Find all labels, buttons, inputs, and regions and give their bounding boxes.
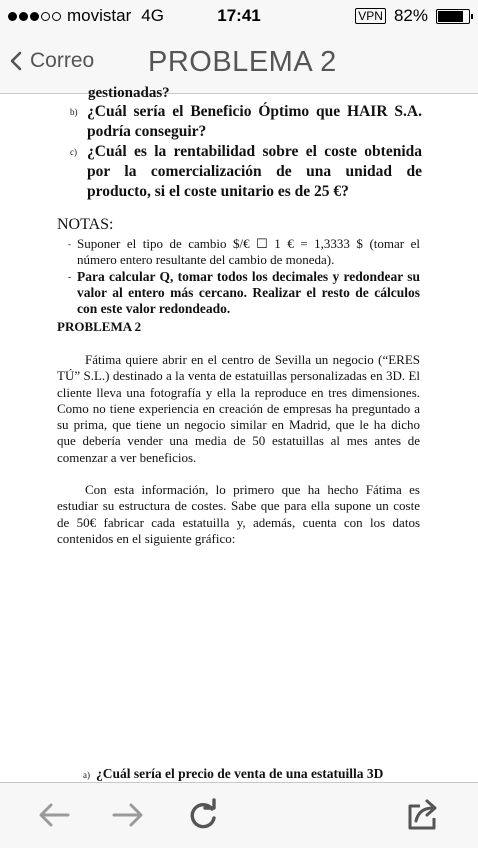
note-1 (68, 236, 420, 268)
back-button[interactable] (10, 49, 94, 73)
carrier-name: movistar (67, 6, 132, 25)
note-1-text: Suponer el tipo de cambio $/€ ☐ 1 € = 1,3333 $ (tomar el número entero resultante del cambio de moneda). (77, 236, 420, 267)
page-title: PROBLEMA 2 (148, 46, 337, 78)
battery-percent: 82% (393, 6, 428, 25)
network-type: 4G (141, 6, 164, 25)
chevron-left-icon (10, 51, 22, 71)
bottom-toolbar (0, 782, 478, 848)
question-b-marker: b) (70, 107, 78, 117)
vpn-badge: VPN (355, 8, 386, 24)
notes-heading: NOTAS: (57, 216, 114, 233)
note-2 (68, 269, 420, 317)
battery-icon (436, 9, 470, 24)
status-bar (0, 0, 478, 32)
problem-heading: PROBLEMA 2 (57, 319, 142, 334)
document-view[interactable] (0, 85, 478, 782)
cut-off-text: gestionadas? (88, 85, 170, 101)
question-a-marker: a) (83, 770, 90, 780)
navigation-bar (0, 32, 478, 94)
status-right (355, 6, 470, 26)
reload-icon[interactable] (188, 799, 218, 831)
question-a-text: ¿Cuál sería el precio de venta de una estatuilla 3D (96, 766, 384, 781)
question-b (70, 102, 422, 142)
question-c (70, 142, 422, 202)
question-c-marker: c) (70, 147, 77, 157)
question-a (83, 766, 423, 782)
question-c-text: ¿Cuál es la rentabilidad sobre el coste obtenida por la comercialización de una unidad de producto, si el coste unitario es de 25 €? (87, 143, 422, 200)
note-2-marker: - (68, 272, 71, 282)
paragraph-1: Fátima quiere abrir en el centro de Sevilla un negocio (“ERES TÚ” S.L.) destinado a la venta de estatuillas personalizadas en 3D. El cliente lleva una fotografía y ella la reproduce en tres dimensiones. Como no tiene experiencia en creación de empresas ha preguntado a su prima, que tiene un negocio similar en Madrid, que le ha dicho que debería vender una media de 50 estatuillas al mes antes de comenzar a ver beneficios. (57, 352, 420, 465)
note-1-marker: - (68, 239, 71, 249)
question-b-text: ¿Cuál sería el Beneficio Óptimo que HAIR S.A. podría conseguir? (87, 103, 422, 140)
forward-arrow-icon[interactable] (112, 801, 144, 829)
back-button-label: Correo (30, 49, 95, 72)
share-icon[interactable] (406, 797, 440, 831)
paragraph-2: Con esta información, lo primero que ha hecho Fátima es estudiar su estructura de costes. Sabe que para ella supone un coste de 50€ fabricar cada estatuilla y, además, cuenta con los datos contenidos en el siguiente gráfico: (57, 482, 420, 546)
note-2-text: Para calcular Q, tomar todos los decimales y redondear su valor al entero más cercano. Realizar el resto de cálculos con este valor redondeado. (77, 269, 420, 316)
back-arrow-icon[interactable] (38, 801, 70, 829)
status-time: 17:41 (217, 6, 261, 25)
